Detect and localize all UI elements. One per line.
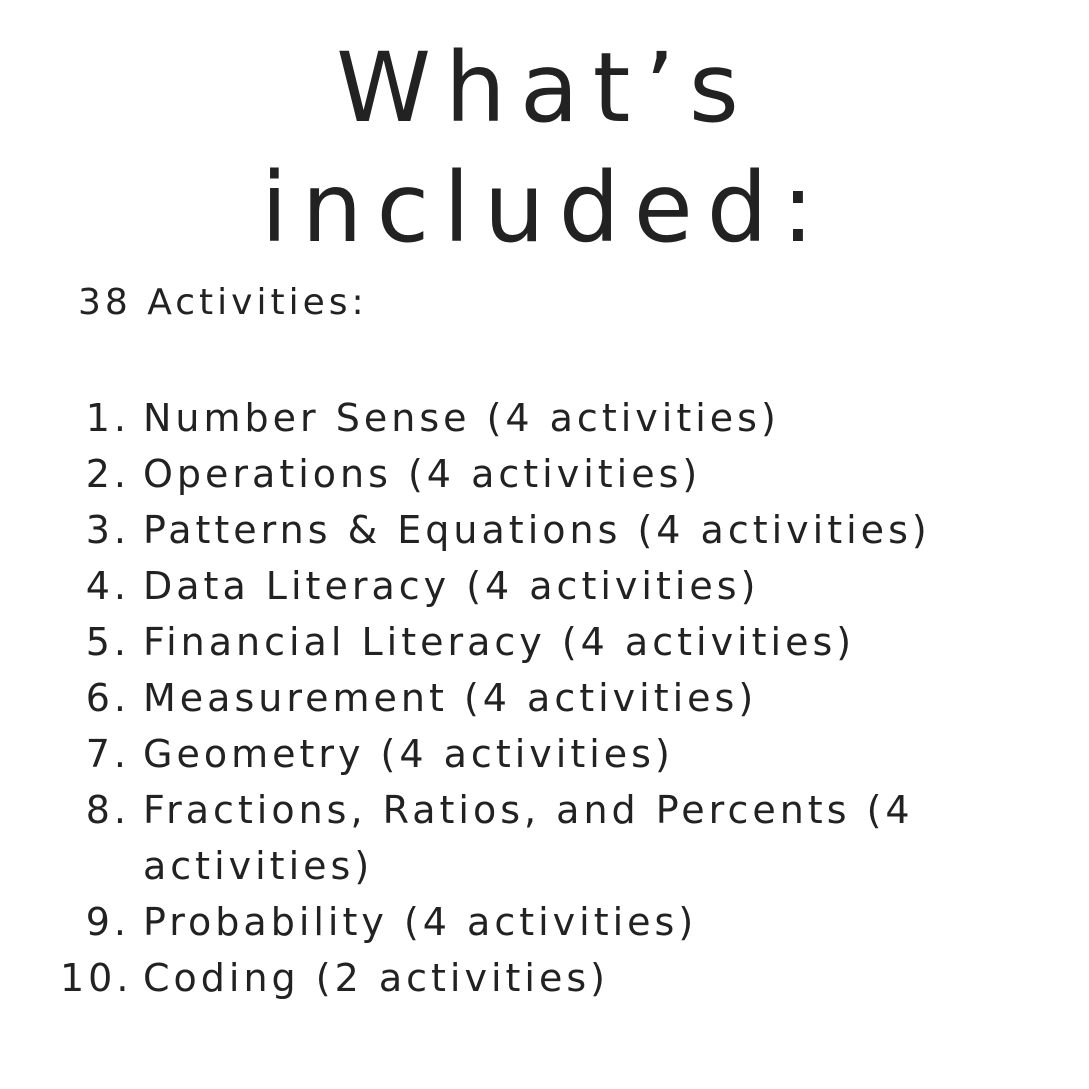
item-number: 1. (85, 396, 130, 440)
list-item (60, 782, 960, 894)
list-item (60, 446, 960, 502)
item-number: 7. (85, 732, 130, 776)
item-text: Financial Literacy (4 activities) (143, 620, 856, 664)
list-item (60, 894, 960, 950)
list-item (60, 670, 960, 726)
item-number: 3. (85, 508, 130, 552)
list-item (60, 390, 960, 446)
list-item (60, 502, 960, 558)
item-number: 5. (85, 620, 130, 664)
item-number: 6. (85, 676, 130, 720)
list-item (60, 558, 960, 614)
item-text: Probability (4 activities) (143, 900, 698, 944)
item-number: 2. (85, 452, 130, 496)
item-number: 4. (85, 564, 130, 608)
item-text: Data Literacy (4 activities) (143, 564, 760, 608)
page-title-line1: What’s (336, 32, 753, 144)
item-number: 9. (85, 900, 130, 944)
activities-count: 38 Activities: (78, 282, 368, 323)
item-text: Fractions, Ratios, and Percents (4 activities) (143, 788, 914, 888)
item-text: Coding (2 activities) (143, 956, 609, 1000)
list-item (60, 726, 960, 782)
activity-list (60, 390, 960, 1006)
list-item (60, 950, 960, 1006)
item-text: Operations (4 activities) (143, 452, 702, 496)
item-text: Patterns & Equations (4 activities) (143, 508, 931, 552)
page-title-line2: included: (260, 152, 829, 264)
list-item (60, 614, 960, 670)
item-text: Measurement (4 activities) (143, 676, 758, 720)
item-number: 10. (60, 956, 133, 1000)
item-text: Geometry (4 activities) (143, 732, 674, 776)
item-text: Number Sense (4 activities) (143, 396, 780, 440)
item-number: 8. (85, 788, 130, 832)
